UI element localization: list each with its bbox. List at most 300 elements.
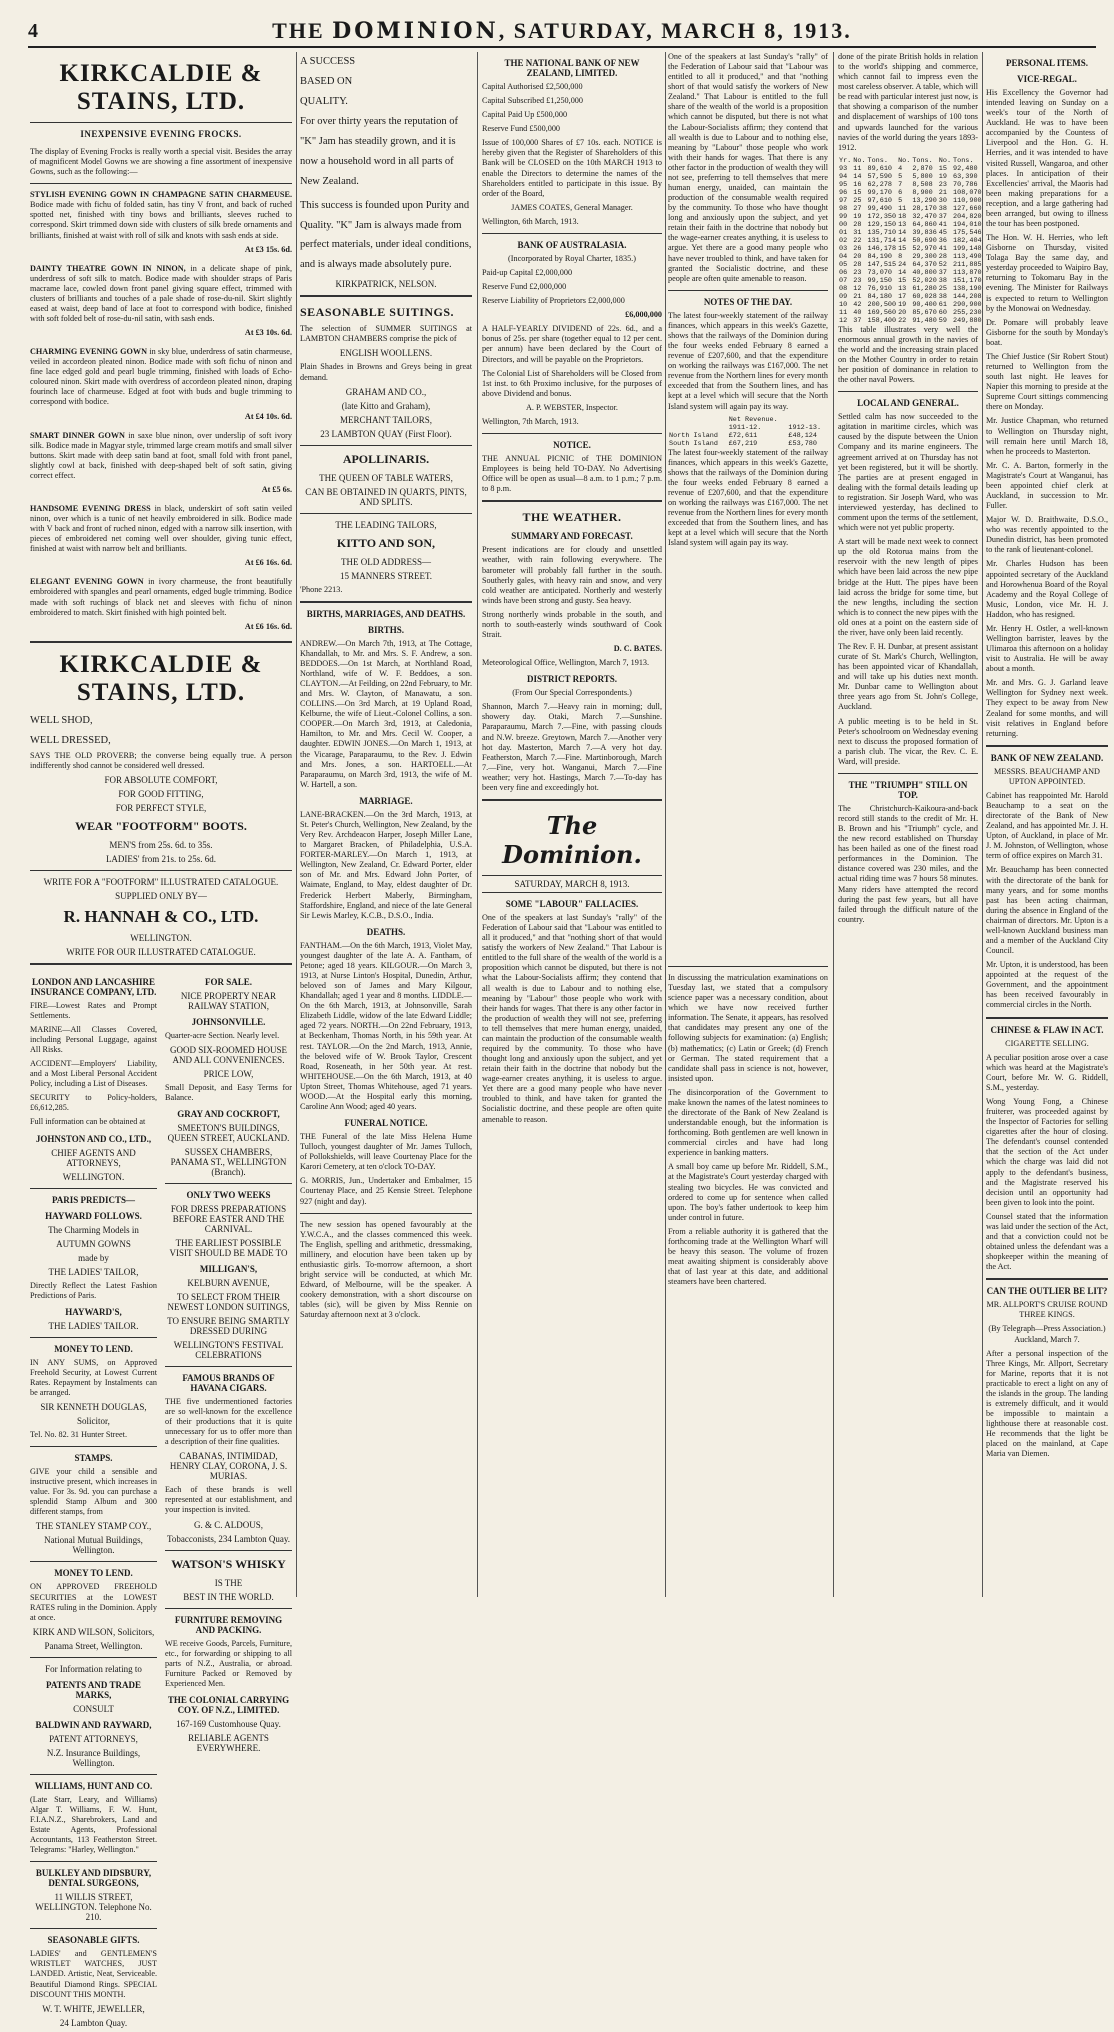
cigars-text: THE five undermentioned factories are so well-known for the excellence of their productions that it is quite unnecessary for us to offer more than a description of their fine qualities. [165, 1396, 292, 1447]
comfort-line: FOR ABSOLUTE COMFORT, [104, 774, 218, 785]
chinese-title: CHINESE & FLAW IN ACT. [990, 1024, 1104, 1035]
milligan-shop: MILLIGAN'S, [199, 1263, 258, 1274]
money2-title: MONEY TO LEND. [54, 1568, 133, 1579]
table-cell: 15 [853, 188, 862, 197]
table-cell: 40 [853, 308, 862, 317]
table-cell: 64,370 [912, 260, 937, 269]
natbank-title: THE NATIONAL BANK OF NEW ZEALAND, LIMITED. [504, 58, 640, 78]
table-cell: 290,900 [953, 300, 982, 309]
editorial-continued: One of the speakers at last Sunday's "rally" of the Federation of Labour said that "Labour was entitled to all it produced," and that "nothing short of that would satisfy the workers of New Zealand." That Labour is entitled to the full share of the wealth of the world is a proposition which cannot be disputed, but there is not what the Labour-Socialists affirm; they contend that all wealth is due to Labour and to nothing else, meaning by "Labour" those people who work with their hands for wages. That there is any other factor in the production of wealth they will not see, preferring to tell themselves that mere human energy, unaided, can maintain the production of the consumable wealth required by the community. To those who have thought long and anxiously upon the subject, and yet retain their faith in the doctrine that nobody but the wage-earner creates anything, it is useless to argue. Yet there are a good many people who have never troubled to think, and have taken for granted the Socialistic doctrine, and these people are often quite amenable to reason. [668, 52, 828, 283]
capital-value: £500,000 [529, 124, 561, 134]
money2-text: ON APPROVED FREEHOLD SECURITIES at the LOWEST RATES ruling in the Dominion. Apply at once. [30, 1582, 157, 1622]
personal-text8: Mr. Charles Hudson has been appointed secretary of the Auckland and Horowhenua Board of the Royal Academy and the Royal College of Music, London, vice Mr. H. J. Haddon, who has resigned. [986, 559, 1108, 619]
notes-title: NOTES OF THE DAY. [703, 296, 793, 307]
notice-title: NOTICE. [553, 440, 591, 451]
table-cell: 12 [839, 316, 848, 325]
table-cell: 13 [898, 284, 907, 293]
table-cell: 73,070 [867, 268, 892, 277]
marriage-heading: MARRIAGE. [359, 795, 413, 806]
patents-intro: For Information relating to [45, 1663, 142, 1674]
personal-text5: Mr. Justice Chapman, who returned to Wellington on Thursday night, will remain here until March 18, when he proceeds to Masterton. [986, 416, 1108, 456]
item-price: At £5 6s. [261, 484, 292, 494]
table-header-row: Yr. No. Tons. No. Tons. No. Tons. [839, 156, 974, 165]
figure-label: Reserve Fund [482, 282, 528, 292]
table-cell: 90,400 [912, 300, 937, 309]
table-cell: 12 [853, 284, 862, 293]
milligan-festival: WELLINGTON'S FESTIVAL CELEBRATIONS [173, 1339, 284, 1360]
table-cell: 15 [938, 164, 947, 173]
table-cell: 63,390 [953, 172, 978, 181]
cigars-firm: G. & C. ALDOUS, [193, 1519, 263, 1530]
insurance-chief: CHIEF AGENTS AND ATTORNEYS, [51, 1147, 136, 1168]
kitto-ad [300, 520, 472, 595]
milligan-earliest: THE EARLIEST POSSIBLE VISIT SHOULD BE MADE TO [169, 1237, 288, 1258]
table-cell: 151,170 [953, 276, 982, 285]
suitings-firm: GRAHAM AND CO., [345, 386, 427, 397]
chinese-text2: Wong Young Fong, a Chinese fruiterer, was proceeded against by the Inspector of Factories for selling cigarettes after the hour of closing. The defendant's counsel contended that the section of the Act under which the charge was laid did not apply to the defendant's business, and the Magistrate reserved his decision until an opportunity had been given to look into the point. [986, 1096, 1108, 1207]
column-2 [300, 52, 472, 1597]
item-price: At £6 16s. 6d. [244, 558, 292, 568]
proverb-line: WELL SHOD, [30, 714, 93, 726]
table-row [838, 165, 983, 173]
table-cell: 84,180 [867, 292, 892, 301]
table-cell: 4 [898, 164, 903, 173]
furniture-addr: 167-169 Customhouse Quay. [176, 1718, 281, 1729]
banknz-sub: MESSRS. BEAUCHAMP AND UPTON APPOINTED. [994, 766, 1100, 786]
table-cell: 199,148 [953, 244, 982, 253]
paris-tailor2: THE LADIES' TAILOR. [48, 1320, 139, 1331]
column-rule [296, 52, 297, 1597]
capital-label: Capital Subscribed [482, 96, 545, 106]
suitings-text: The selection of SUMMER SUITINGS at LAMBTON CHAMBERS comprise the pick of [300, 324, 472, 344]
banknz-text3: Mr. Upton, it is understood, has been appointed at the request of the Government, and the appointment has been received favourably in commercial circles in the North. [986, 960, 1108, 1010]
table-cell: 00 [839, 220, 848, 229]
table-cell: 03 [839, 244, 848, 253]
hannah-name: R. HANNAH & CO., LTD. [63, 906, 259, 926]
ad-heading: INEXPENSIVE EVENING FROCKS. [80, 129, 242, 139]
table-row [838, 301, 983, 309]
exams-text2: The disincorporation of the Government to make known the names of the latest nominees to the directorate of the Bank of New Zealand is understandable enough, but the information is forthcoming. Both gentlemen are well known in commercial circles and have had long experience in banking matters. [668, 1087, 828, 1158]
weather-office: Meteorological Office, Wellington, March 7, 1913. [482, 658, 650, 668]
table-cell: 38 [938, 204, 947, 213]
table-cell: 92,480 [953, 164, 978, 173]
table-cell: 172,350 [867, 212, 897, 221]
proverb-line: WELL DRESSED, [30, 734, 111, 746]
table-cell: 7 [898, 180, 903, 189]
table-cell: 28,170 [912, 204, 937, 213]
banknz-text: Cabinet has reappointed Mr. Harold Beauchamp to a seat on the directorate of the Bank of New Zealand, and has appointed Mr. J. H. Upton, of Auckland, in place of Mr. J. M. Johnston, of Wellington, whose term of office expires on March 31. [986, 790, 1108, 861]
table-cell: 60 [938, 308, 947, 317]
table-cell: 28 [853, 260, 862, 269]
table-cell: 138,190 [953, 284, 982, 293]
table-cell: 41 [938, 220, 947, 229]
column-6 [986, 52, 1108, 1597]
natbank-signed: JAMES COATES, General Manager. [511, 202, 633, 212]
local-text: Settled calm has now succeeded to the agitation in maritime circles, which was caused by the dispute between the Union Company and its marine engineers. The agreement arrived at on Thursday has not yet been registered, but it will be shortly. The parties are at present engaged in dealing with the formal details leading up to registration. Sir Joseph Ward, who was interviewed yesterday, has declined to comment upon the terms of the settlement, which were not yet public property. [838, 412, 978, 533]
item-text: in ivory charmeuse, the front beautifully embroidered with spangles and pearl ornaments, edged bugle trimming. Bodice made with soft ruchings of black net and sleeves with fichu of ninon embroidered to match. Skirt finished with high pointed belt. [30, 577, 292, 617]
table-cell: 13 [898, 220, 907, 229]
figure-value: £2,000,000 [587, 296, 625, 306]
figure-value: £2,000,000 [535, 268, 573, 278]
births-marriages-deaths [300, 609, 472, 1207]
insurance-town: WELLINGTON. [62, 1171, 125, 1182]
table-cell: 22 [853, 236, 862, 245]
kjam-maker: KIRKPATRICK, NELSON. [335, 279, 437, 290]
kitto-addr: 15 MANNERS STREET. [339, 570, 433, 581]
table-cell: 05 [839, 260, 848, 269]
table-cell: 110,900 [953, 196, 982, 205]
deaths-text: FANTHAM.—On the 6th March, 1913, Violet May, youngest daughter of the late A. A. Fantham, of Petone; aged 18 years. KILGOUR.—On March 3, 1913, at Nurse Linton's Hospital, Dunedin, Arthur, beloved son of James and Mary Kilgour, Khandallah; aged 1 year and 8 months. LIDDLE.—On the 6th March, 1913, at Johnsonville, Sarah Elizabeth Liddle, widow of the late Edward Liddle; aged 72 years. NORTH.—On 22nd February, 1913, at Beckenham, Thomas North, in his 59th year. At rest. TAYLOR.—On the 2nd March, 1913, Annie, the beloved wife of W. Brook Taylor, Crescent Road, Roseneath, in her 50th year. At rest. WHITEHOUSE.—On the 6th March, 1913, at 40 Upton Street, Thomas Whitehouse, aged 71 years. WOOD.—At the Hospital early this morning, Caroline Ann Wood; aged 40 years. [300, 940, 472, 1111]
personal-text9: Mr. Henry H. Ostler, a well-known Wellington barrister, leaves by the Ulimaroa this afternoon on a holiday visit to Australia. He will be away about a month. [986, 623, 1108, 674]
table-cell: 36 [938, 236, 947, 245]
bulkley-title: BULKLEY AND DIDSBURY, DENTAL SURGEONS, [35, 1868, 152, 1889]
dominion-title: The Dominion. [502, 810, 642, 869]
cigars-title: FAMOUS BRANDS OF HAVANA CIGARS. [182, 1372, 275, 1393]
hannah-ad [30, 877, 292, 957]
hannah-supplied: SUPPLIED ONLY BY— [115, 890, 207, 901]
money-text: IN ANY SUMS, on Approved Freehold Security, at Lowest Current Rates. Repayment by Instalments can be arranged. [30, 1357, 157, 1397]
apollinaris-ad [300, 452, 472, 507]
table-cell: 29,300 [912, 252, 937, 261]
whisky-best: BEST IN THE WORLD. [183, 1591, 274, 1602]
table-cell: 147,515 [867, 260, 897, 269]
milligan-ensure: TO ENSURE BEING SMARTLY DRESSED DURING [167, 1315, 290, 1336]
table-cell: 91,480 [912, 316, 937, 325]
milligan-title: ONLY TWO WEEKS [186, 1189, 271, 1200]
local-text3: The Rev. F. H. Dunbar, at present assistant curate of St. Mark's Church, Wellington, has been appointed vicar of Khandallah, and will take up his duties next month. Mr. Dunbar came to Wellington about three years ago from St. John's College, Auckland. [838, 641, 978, 712]
forsale-place: JOHNSONVILLE. [191, 1016, 266, 1027]
page-number: 4 [28, 20, 38, 42]
personal-text4: The Chief Justice (Sir Robert Stout) returned to Wellington from the south last night. He leaves for Napier this morning to preside at the Supreme Court sittings commencing there on Monday. [986, 351, 1108, 412]
table-cell: 38 [938, 276, 947, 285]
table-cell: 85,670 [912, 308, 937, 317]
table-row [838, 285, 983, 293]
bankaus-signed: A. P. WEBSTER, Inspector. [526, 402, 618, 412]
births-heading: BIRTHS. [368, 624, 404, 635]
money-role: Solicitor, [77, 1416, 110, 1427]
table-cell: 15 [898, 244, 907, 253]
kitto-firm: KITTO AND SON, [336, 535, 436, 550]
apollinaris-title: APOLLINARIS. [342, 451, 430, 466]
table-cell: 09 [839, 292, 848, 301]
table-cell: 52,970 [912, 244, 937, 253]
column-5 [838, 52, 982, 1597]
editorial-date: SATURDAY, MARCH 8, 1913. [482, 875, 662, 893]
table-cell: 14 [898, 228, 907, 237]
bmd-title: BIRTHS, MARRIAGES, AND DEATHS. [306, 608, 466, 619]
insurance-line: FIRE—Lowest Rates and Prompt Settlements. [30, 1000, 157, 1020]
table-row [838, 205, 983, 213]
bankaus-title: BANK OF AUSTRALASIA. [517, 239, 627, 250]
table-cell: 5 [898, 172, 903, 181]
item-title: ELEGANT EVENING GOWN [30, 577, 144, 587]
banknz-title: BANK OF NEW ZEALAND. [990, 752, 1104, 763]
masthead-title [28, 18, 1096, 44]
notice-text: THE ANNUAL PICNIC of THE DOMINION Employees is being held TO-DAY. No Advertising Office will be open as usual—8 a.m. to 1 p.m.; 7 p.m. to 8 p.m. [482, 454, 662, 494]
table-cell: 07 [839, 276, 848, 285]
table-cell: 5,800 [912, 172, 933, 181]
personal-text6: Mr. C. A. Barton, formerly in the Magistrate's Court at Wanganui, has been appointed chief clerk at Auckland, in succession to Mr. Fuller. [986, 460, 1108, 511]
district-sub: (From Our Special Correspondents.) [512, 688, 632, 698]
triumph-title: THE "TRIUMPH" STILL ON TOP. [848, 779, 968, 800]
triumph-text: The Christchurch-Kaikoura-and-back record still stands to the credit of Mr. H. B. Brown and his "Triumph" cycle, and the new record established on Thursday has been hailed as one of the finest road performances in the Dominion. The distance covered was 230 miles, and the actual riding time was 7 hours 58 minutes. Many riders have attempted the record during the past few years, but all have failed through the difficult nature of the country. [838, 803, 978, 924]
item-title: STYLISH EVENING GOWN IN CHAMPAGNE SATIN CHARMEUSE. [30, 190, 292, 200]
table-cell: 2,870 [912, 164, 933, 173]
births-text: ANDREW.—On March 7th, 1913, at The Cottage, Khandallah, to Mr. and Mrs. S. F. Andrew, a son. BEDDOES.—On 1st March, at Northland Road, Northland, wife of W. F. Beddoes, a son. CLAYTON.—At Feilding, on 22nd February, to Mr. and Mrs. W. Clayton, of Manawatu, a son. COLLINS.—On 3rd March, at 19 Upland Road, Kelburne, the wife of Lieut.-Colonel Collins, a son. COOPER.—On March 3rd, 1913, at Caledonia, Hamilton, to Mr. and Mrs. Cecil W. Cooper, a daughter. EDWIN JONES.—On March 1, 1913, at the Vicarage, Paraparaumu, to the Rev. J. Edwin and Mrs. Jones, a son. HARTOELL.—At Paraparaumu, on March 3rd, 1913, the wife of M. W. Hartell, a son. [300, 638, 472, 789]
notes-text: The latest four-weekly statement of the railway finances, which appears in this week's Gazette, shows that the railways of the Dominion during the four weeks ended February 8 earned a revenue of £207,600, and that the expenditure on working the railways was £167,000. The net revenue from the Northern lines for every month exceeded that from the Southern lines, and has kept at a level which will secure that the North Island system will again pay its way. [668, 310, 828, 411]
ladies-price: LADIES' from 21s. to 25s. 6d. [105, 853, 217, 864]
gifts-addr: 24 Lambton Quay. [59, 2017, 128, 2028]
undertaker-text: G. MORRIS, Jun., Undertaker and Embalmer, 15 Courtenay Place, and 25 Kensie Street. Telephone 927 (night and day). [300, 1176, 472, 1206]
table-cell: 52,020 [912, 276, 937, 285]
table-cell: 61,280 [912, 284, 937, 293]
furniture-title: FURNITURE REMOVING AND PACKING. [174, 1614, 283, 1635]
money2-firm: KIRK AND WILSON, Solicitors, [32, 1626, 155, 1637]
funeral-heading: FUNERAL NOTICE. [344, 1118, 428, 1129]
item-text: in sky blue, underdress of satin charmeuse, veiled in accordeon pleated ninon. Bodice made with soft fichu of ninon and fine lace edged gold and pearl bugle trimming, finished with loads of Echo-coloured ninon. Skirt made with overdress of accordeon pleated ninon, draping fourinch lace of charmeuse. Edged at foot with buds and bugle trimming to correspond with bodice. [30, 347, 292, 407]
table-cell: 19 [898, 300, 907, 309]
table-cell: 39,836 [912, 228, 937, 237]
natbank-date: Wellington, 6th March, 1913. [482, 216, 579, 226]
notes-text-2: The latest four-weekly statement of the railway finances, which appears in this week's Gazette, shows that the railways of the Dominion during the four weeks ended February 8 earned a revenue of £207,600, and that the expenditure on working the railways was £167,000. The net revenue from the Northern lines for every month exceeded that from the Southern lines, and has kept at a level which will secure that the North Island system will again pay its way. [668, 447, 828, 548]
table-cell: 40,800 [912, 268, 937, 277]
weather-signed: D. C. BATES. [613, 644, 662, 654]
item-title: HANDSOME EVENING DRESS [30, 503, 151, 513]
table-cell: 99,150 [867, 276, 892, 285]
masthead-the: THE [272, 18, 325, 43]
suitings-role: MERCHANT TAILORS, [340, 414, 432, 425]
suitings-title: SEASONABLE SUITINGS. [300, 305, 455, 320]
local-text2: A start will be made next week to connect up the old Rotorua mains from the reservoir with the new length of pipes which have been laid across the new pipe bridge at the Hutt. The pipes have been laid across the bridge for some time, but the new lengths, including the section which is to connect the new pipes with the old ones at a point on the eastern side of the river, have only been laid recently. [838, 537, 978, 637]
kjam-text: For over thirty years the reputation of "K" Jam has steadily grown, and it is now a household word in all parts of New Zealand. [300, 115, 459, 187]
warship-table [838, 157, 983, 325]
money-addr: 31 Hunter Street. [70, 1430, 127, 1440]
chinese-text: A peculiar position arose over a case which was heard at the Magistrate's Court, before Mr. W. G. Riddell, S.M., yesterday. [986, 1052, 1108, 1092]
hannah-catalogue: WRITE FOR OUR ILLUSTRATED CATALOGUE. [66, 946, 256, 957]
figure-label: Reserve Liability of Proprietors [482, 296, 586, 306]
item-text: in black, underskirt of soft satin veiled ninon, over which is a tunic of net heavily embroidered in silk. Bodice made with V back and front of ruched ninon, edged with a narrow silk insertion, with pieces of embroidered net coming well over shoulder, giving tunic effect, finished at waist with narrow belt and brilliants. [30, 503, 293, 554]
table-cell: 18 [898, 212, 907, 221]
table-cell: 20 [898, 308, 907, 317]
table-cell: 127,660 [953, 204, 982, 213]
personal-text2: The Hon. W. H. Herries, who left Gisborne on Thursday, visited Tolaga Bay the same day, and yesterday proceeded to Waipiro Bay, returning to Tokomaru Bay in the evening. The Minister for Railways is expected to return to Wellington by the Monowai on Wednesday. [986, 233, 1108, 313]
weather-report [482, 510, 662, 793]
personal-sub: VICE-REGAL. [1017, 74, 1077, 84]
table-header: Net Revenue. [728, 415, 778, 424]
table-cell: 19 [938, 172, 947, 181]
item-text: in a delicate shape of pink, underdress of soft silk to match. Bodice made with shoulder straps of Paris macrame lace, cowled down front panel giving square effect, trimmed with clusters of brilliants and touches of a pale shade of rose-du-nil. Skirt slightly eased at waist, deep band of lace at foot to correspond with bodice, finished with soft folded belt of rose-du-nil satin, with sash ends. [30, 263, 292, 324]
kirkcaldie-name: KIRKCALDIE & STAINS, LTD. [59, 650, 263, 706]
column-rule [833, 52, 834, 1597]
table-cell: 23 [938, 180, 947, 189]
exams-text3: A small boy came up before Mr. Riddell, S.M., at the Magistrate's Court yesterday charged with stealing two bicycles. He was convicted and ordered to come up for sentence when called upon. The boy's father undertook to keep him under control in future. [668, 1162, 828, 1222]
outlier-text: After a personal inspection of the Three Kings, Mr. Allport, Secretary for Marine, reports that it is not practicable to erect a light on any of the islands in the group. The landing is extremely difficult, and it would be impossible to maintain a lighthouse there at reasonable cost. He recommends that the light be placed on the mainland, at Cape Maria van Diemen. [986, 1348, 1108, 1459]
insurance-line: ACCIDENT—Employers' Liability, and a Most Liberal Personal Accident Policy, including a List of Diseases. [30, 1059, 157, 1089]
masthead [28, 16, 1096, 48]
national-bank-notice [482, 58, 662, 227]
table-row [838, 277, 983, 285]
table-cell: 146,178 [867, 244, 897, 253]
table-cell: 89,610 [867, 164, 892, 173]
personal-text7: Major W. D. Braithwaite, D.S.O., who was recently appointed to the Dunedin district, has been promoted to the rank of lieutenant-colonel. [986, 515, 1108, 555]
forsale-title: FOR SALE. [204, 976, 252, 987]
table-cell: 26 [853, 244, 862, 253]
weather-sub: SUMMARY AND FORECAST. [511, 531, 633, 542]
item-title: CHARMING EVENING GOWN [30, 347, 148, 357]
exams-text4: From a reliable authority it is gathered that the forthcoming trade at the Wellington Wharf will be heavy this season. The volume of frozen meat awaiting shipment is considerably above that of last year at this date, and additional steamers have been chartered. [668, 1226, 828, 1287]
kitto-old: THE OLD ADDRESS— [340, 556, 431, 567]
kitto-phone: 'Phone 2213. [300, 584, 343, 594]
gifts-title: SEASONABLE GIFTS. [47, 1935, 140, 1946]
table-row: North Island £72,611 £48,124 [669, 431, 817, 440]
table-cell: 96 [839, 188, 848, 197]
table-cell: 11 [839, 308, 848, 317]
paris-title: PARIS PREDICTS— [51, 1194, 136, 1205]
milligan-addr: KELBURN AVENUE, [187, 1277, 270, 1288]
apollinaris-obtain: CAN BE OBTAINED IN QUARTS, PINTS, AND SPLITS. [305, 486, 467, 507]
item-text: in saxe blue ninon, over underslip of soft ivory silk. Bodice made in Magyar style, trimmed large cream motifs and small silver buttons. Skirt made with deep satin band at foot, small fold with front panel, slightly cowl at back, finished with deep-shaped belt of soft satin, giving correct effect. [30, 430, 292, 480]
table-cell: 113,870 [953, 268, 982, 277]
table-row [838, 181, 983, 189]
patents-consult: CONSULT [73, 1703, 114, 1714]
table-cell: 97 [839, 196, 848, 205]
table-cell: 182,404 [953, 236, 982, 245]
furniture-text: WE receive Goods, Parcels, Furniture, etc., for forwarding or shipping to all parts of N.Z., Australia, or abroad. Furniture Packed or Removed by Experienced Men. [165, 1638, 292, 1688]
kjam-line: QUALITY. [300, 95, 348, 107]
table-cell: 32,470 [912, 212, 937, 221]
chinese-text3: Counsel stated that the information was laid under the section of the Act, and that a conviction could not be obtained unless the defendant was a shopkeeper within the meaning of the Act. [986, 1211, 1108, 1272]
item-title: SMART DINNER GOWN [30, 430, 125, 440]
bankaus-date: Wellington, 7th March, 1913. [482, 416, 579, 426]
forsale-firm: GRAY AND COCKROFT, [177, 1108, 280, 1119]
deaths-heading: DEATHS. [366, 926, 406, 937]
table-cell: 131,714 [867, 236, 897, 245]
insurance-line: MARINE—All Classes Covered, including Personal Luggage, against All Risks. [30, 1024, 157, 1054]
local-title: LOCAL AND GENERAL. [857, 398, 959, 409]
furniture-firm: THE COLONIAL CARRYING COY. OF N.Z., LIMITED. [167, 1694, 290, 1715]
capital-label: Reserve Fund [482, 124, 528, 134]
masthead-paper: DOMINION [332, 18, 499, 44]
milligan-text: FOR DRESS PREPARATIONS BEFORE EASTER AND THE CARNIVAL. [170, 1203, 287, 1234]
exams-section [668, 960, 828, 1597]
table-cell: 99,490 [867, 204, 892, 213]
table-row [838, 253, 983, 261]
outlier-sub: MR. ALLPORT'S CRUISE ROUND THREE KINGS. [986, 1300, 1108, 1320]
table-row [838, 213, 983, 221]
outlier-by: (By Telegraph—Press Association.) Auckland, March 7. [988, 1324, 1106, 1344]
item-price: At £3 15s. 6d. [244, 244, 292, 254]
chinese-sub: CIGARETTE SELLING. [1005, 1038, 1089, 1048]
table-cell: 15 [898, 276, 907, 285]
personal-text10: Mr. and Mrs. G. J. Garland leave Wellington for Sydney next week. They expect to be away from New Zealand for some months, and will visit relatives in England before returning. [986, 678, 1108, 738]
column-rule [665, 52, 666, 1597]
suitings-english: ENGLISH WOOLLENS. [339, 348, 433, 359]
capital-label: Capital Authorised [482, 82, 544, 91]
table-cell: 93 [839, 164, 848, 173]
table-cell: 249,880 [953, 316, 982, 325]
table-cell: 38 [938, 292, 947, 301]
bankaus-half: A HALF-YEARLY DIVIDEND of 22s. 6d., and a bonus of 25s. per share (together equal to 12 per cent. per annum) have been declared by the Court of Directors, and will be payable on the Proprietors. [482, 324, 662, 364]
table-cell: 200,500 [867, 300, 897, 309]
ywca-text: The new session has opened favourably at the Y.W.C.A., and the classes commenced this week. The English, spelling and arithmetic, dressmaking, millinery, and elocution have been taken up by enthusiastic girls. To-morrow afternoon, a short bright service will be conducted, at which Mr. Edward, of Melbourne, will be the speaker. A cookery demonstration, with a short discourse on tables (sic), will be given by Miss Rennie on Saturday afternoon next at 3 o'clock. [300, 1219, 472, 1320]
table-year: 1911-12. [728, 423, 762, 432]
stamps-text: GIVE your child a sensible and instructive present, which increases in value. For 3s. 9d. you can purchase a splendid Stamp Album and 300 different stamps, from [30, 1467, 157, 1517]
paris-shop: HAYWARD'S, [65, 1306, 122, 1317]
bankaus-sub: (Incorporated by Royal Charter, 1835.) [508, 253, 636, 263]
capital-value: £1,250,000 [546, 96, 583, 106]
table-cell: 37 [938, 212, 947, 221]
personal-title: PERSONAL ITEMS. [1005, 58, 1089, 68]
furniture-agents: RELIABLE AGENTS EVERYWHERE. [188, 1732, 269, 1753]
table-row [838, 309, 983, 317]
table-cell: 62,278 [867, 180, 892, 189]
comfort-line: FOR GOOD FITTING, [118, 788, 204, 799]
hannah-write: WRITE FOR A "FOOTFORM" ILLUSTRATED CATALOGUE. [43, 876, 279, 887]
table-cell: 8,900 [912, 188, 933, 197]
table-cell: 50,690 [912, 236, 937, 245]
money-tel: Tel. No. 82. [30, 1430, 69, 1440]
patents-role: PATENT ATTORNEYS, [49, 1733, 138, 1744]
mens-price: MEN'S from 25s. 6d. to 35s. [109, 839, 213, 850]
district-title: DISTRICT REPORTS. [526, 674, 618, 685]
cigars-brands: CABANAS, INTIMIDAD, HENRY CLAY, CORONA, J. S. MURIAS. [169, 1451, 288, 1482]
table-cell: 25 [853, 196, 862, 205]
table-cell: 99 [839, 212, 848, 221]
table-cell: 13,290 [912, 196, 937, 205]
paris-tailor: THE LADIES' TAILOR, [48, 1266, 139, 1277]
paris-line: The Charming Models in [48, 1224, 139, 1235]
table-cell: 14 [898, 268, 907, 277]
kjam-ad [300, 52, 472, 289]
forsale-terms: Small Deposit, and Easy Terms for Balance. [165, 1082, 292, 1102]
table-cell: 64,860 [912, 220, 937, 229]
table-cell: 94 [839, 172, 848, 181]
forsale-house: GOOD SIX-ROOMED HOUSE AND ALL CONVENIENCES. [170, 1044, 287, 1065]
table-cell: 28 [938, 252, 947, 261]
marriage-text: LANE-BRACKEN.—On the 3rd March, 1913, at St. Peter's Church, Wellington, New Zealand, by the Very Rev. Archdeacon Harper, Joseph Miller Lane, to Margaret Bracken, of Philadelphia, U.S.A. FORTER-MARLEY.—On March 1, 1913, at Wellington, New Zealand, Cr. Edward Porter, elder son of Mr. and Mrs. Edward John Porter, of Waimate, England, to May, eldest daughter of Dr. Frederick Herbert Maberly, Birmingham, Staffordshire, England, and niece of the late General Sir Lewis Marley, K.C.B., D.S.O., India. [300, 809, 472, 920]
district-reports: Shannon, March 7.—Heavy rain in morning; dull, showery day. Otaki, March 7.—Sunshine. Paraparaumu, March 7.—Fine, with passing clouds and N.W. breeze. Greytown, March 7.—Another very hot day. Masterton, March 7.—A very hot day. Featherston, March 7.—Fine. Martinborough, March 7.—Fine, very hot. Wanganui, March 7.—Fine weather; very hot. Hastings, March 7.—To-day has been very fine and exceedingly hot. [482, 702, 662, 792]
masthead-date: , SATURDAY, MARCH 8, 1913. [498, 18, 852, 43]
insurance-agents: JOHNSTON AND CO., LTD., [35, 1133, 152, 1144]
table-cell: 204,820 [953, 212, 982, 221]
table-row [838, 221, 983, 229]
exams-text: In discussing the matriculation examinations on Tuesday last, we stated that a compulsory science paper was a necessary condition, about which we have now received further information. The Senate, it appears, has resolved that candidates may present any one of the following subjects for examination: (a) English; (b) mathematics; (c) Latin or Greek; (d) French or German. The stated requirement that a candidate shall pass in science is not, however, insisted upon. [668, 973, 828, 1083]
suitings-addr: 23 LAMBTON QUAY (First Floor). [320, 428, 452, 439]
table-row [838, 261, 983, 269]
table-cell: 97,610 [867, 196, 892, 205]
table-cell: 21 [938, 188, 947, 197]
table-row [838, 293, 983, 301]
milligan-select: TO SELECT FROM THEIR NEWEST LONDON SUITINGS, [167, 1291, 290, 1312]
capital-label: Capital Paid Up [482, 110, 535, 120]
table-cell: 16 [853, 180, 862, 189]
paris-hayward: HAYWARD FOLLOWS. [45, 1210, 142, 1221]
patents-addr: N.Z. Insurance Buildings, Wellington. [46, 1747, 141, 1768]
table-cell: 41 [938, 244, 947, 253]
gifts-text: LADIES' and GENTLEMEN'S WRISTLET WATCHES, JUST LANDED. Artistic, Neat, Serviceable. Beautiful Diamond Rings. SPECIAL DISCOUNT THIS MONTH. [30, 1949, 157, 1999]
weather-title: THE WEATHER. [522, 510, 622, 525]
bankaus-total: £6,000,000 [625, 310, 662, 320]
bank-australasia-notice [482, 240, 662, 427]
table-cell: 60,028 [912, 292, 937, 301]
banknz-text2: Mr. Beauchamp has been connected with the directorate of the bank for many years, and for some months past has been acting chairman, during the absence in England of the chairman of directors. Mr. Upton is a well-known Auckland business man and a member of the Auckland City Council. [986, 865, 1108, 956]
table-cell: 175,546 [953, 228, 982, 237]
shipping-text: done of the pirate British holds in relation to the world's shipping and commerce, which cannot fail to impress even the most careless observer. A table, which will be read with particular interest just now, is that showing a comparison of the number and displacement of warships of 100 tons and upwards launched for the various navies of the world during the years 1893-1912. [838, 52, 978, 152]
table-cell: 158,400 [867, 316, 897, 325]
table-cell: 23 [853, 276, 862, 285]
forsale-price: PRICE LOW, [203, 1068, 254, 1079]
item-price: At £4 10s. 6d. [244, 411, 292, 421]
